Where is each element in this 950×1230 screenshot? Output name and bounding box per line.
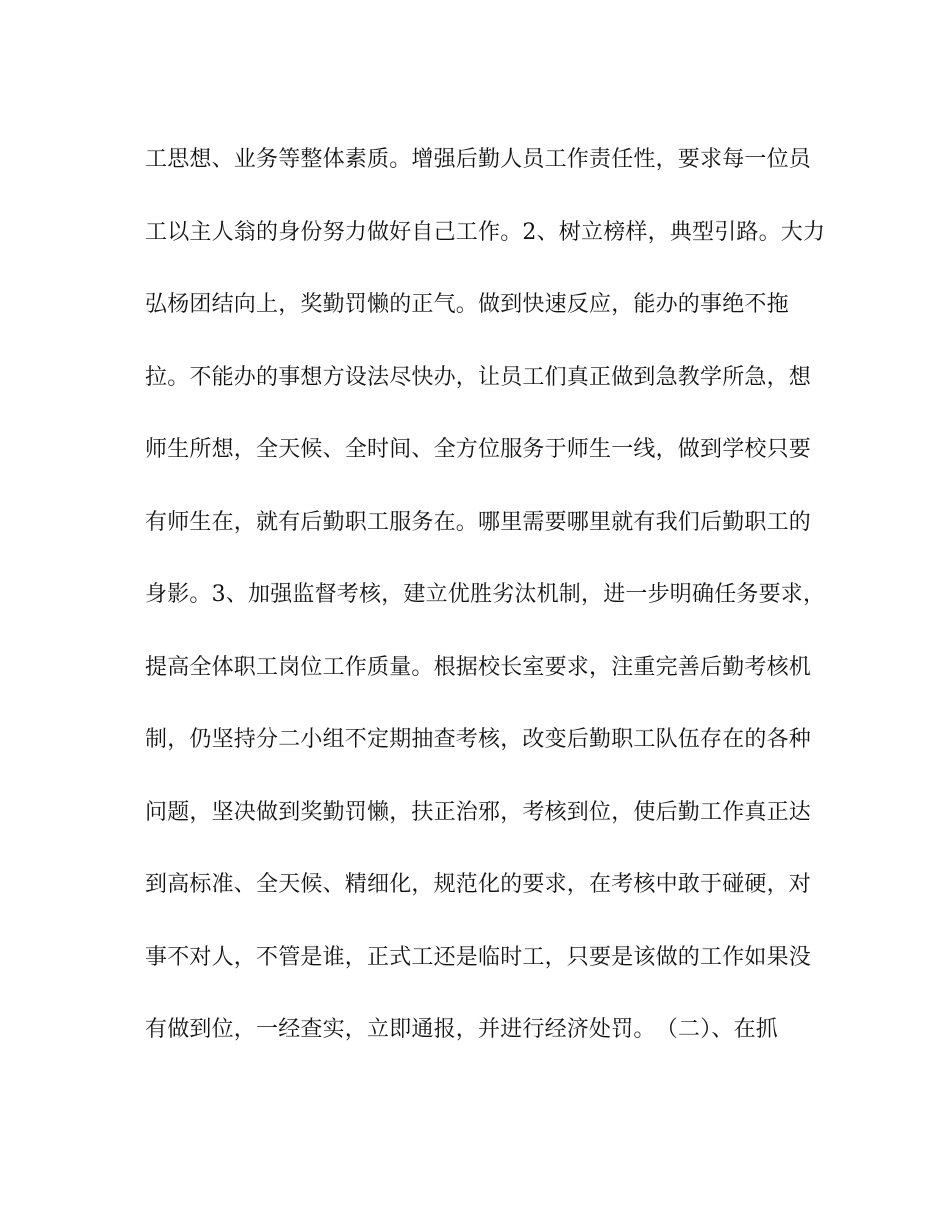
- text-line: 制，仍坚持分二小组不定期抽查考核，改变后勤职工队伍存在的各种: [145, 727, 812, 752]
- text-line: 工思想、业务等整体素质。增强后勤人员工作责任性，要求每一位员: [145, 147, 812, 172]
- text-line: 问题，坚决做到奖勤罚懒，扶正治邪，考核到位，使后勤工作真正达: [145, 799, 812, 825]
- text-line: 拉。不能办的事想方设法尽快办，让员工们真正做到急教学所急，想: [145, 364, 812, 390]
- text-line: 工以主人翁的身份努力做好自己工作。2、树立榜样，典型引路。大力: [145, 219, 826, 245]
- text-line: 有师生在，就有后勤职工服务在。哪里需要哪里就有我们后勤职工的: [145, 509, 812, 535]
- body-text: [145, 140, 826, 1083]
- text-line: 有做到位，一经查实，立即通报，并进行经济处罚。 （二）、在抓: [145, 1017, 779, 1042]
- text-line: 身影。3、加强监督考核，建立优胜劣汰机制，进一步明确任务要求，: [145, 582, 826, 607]
- text-line: 弘杨团结向上，奖勤罚懒的正气。做到快速反应，能办的事绝不拖: [145, 292, 789, 317]
- text-line: 师生所想，全天候、全时间、全方位服务于师生一线，做到学校只要: [145, 437, 812, 462]
- text-line: 提高全体职工岗位工作质量。根据校长室要求，注重完善后勤考核机: [145, 654, 812, 680]
- text-line: 到高标准、全天候、精细化，规范化的要求，在考核中敢于碰硬，对: [145, 872, 812, 897]
- text-line: 事不对人，不管是谁，正式工还是临时工，只要是该做的工作如果没: [145, 944, 812, 970]
